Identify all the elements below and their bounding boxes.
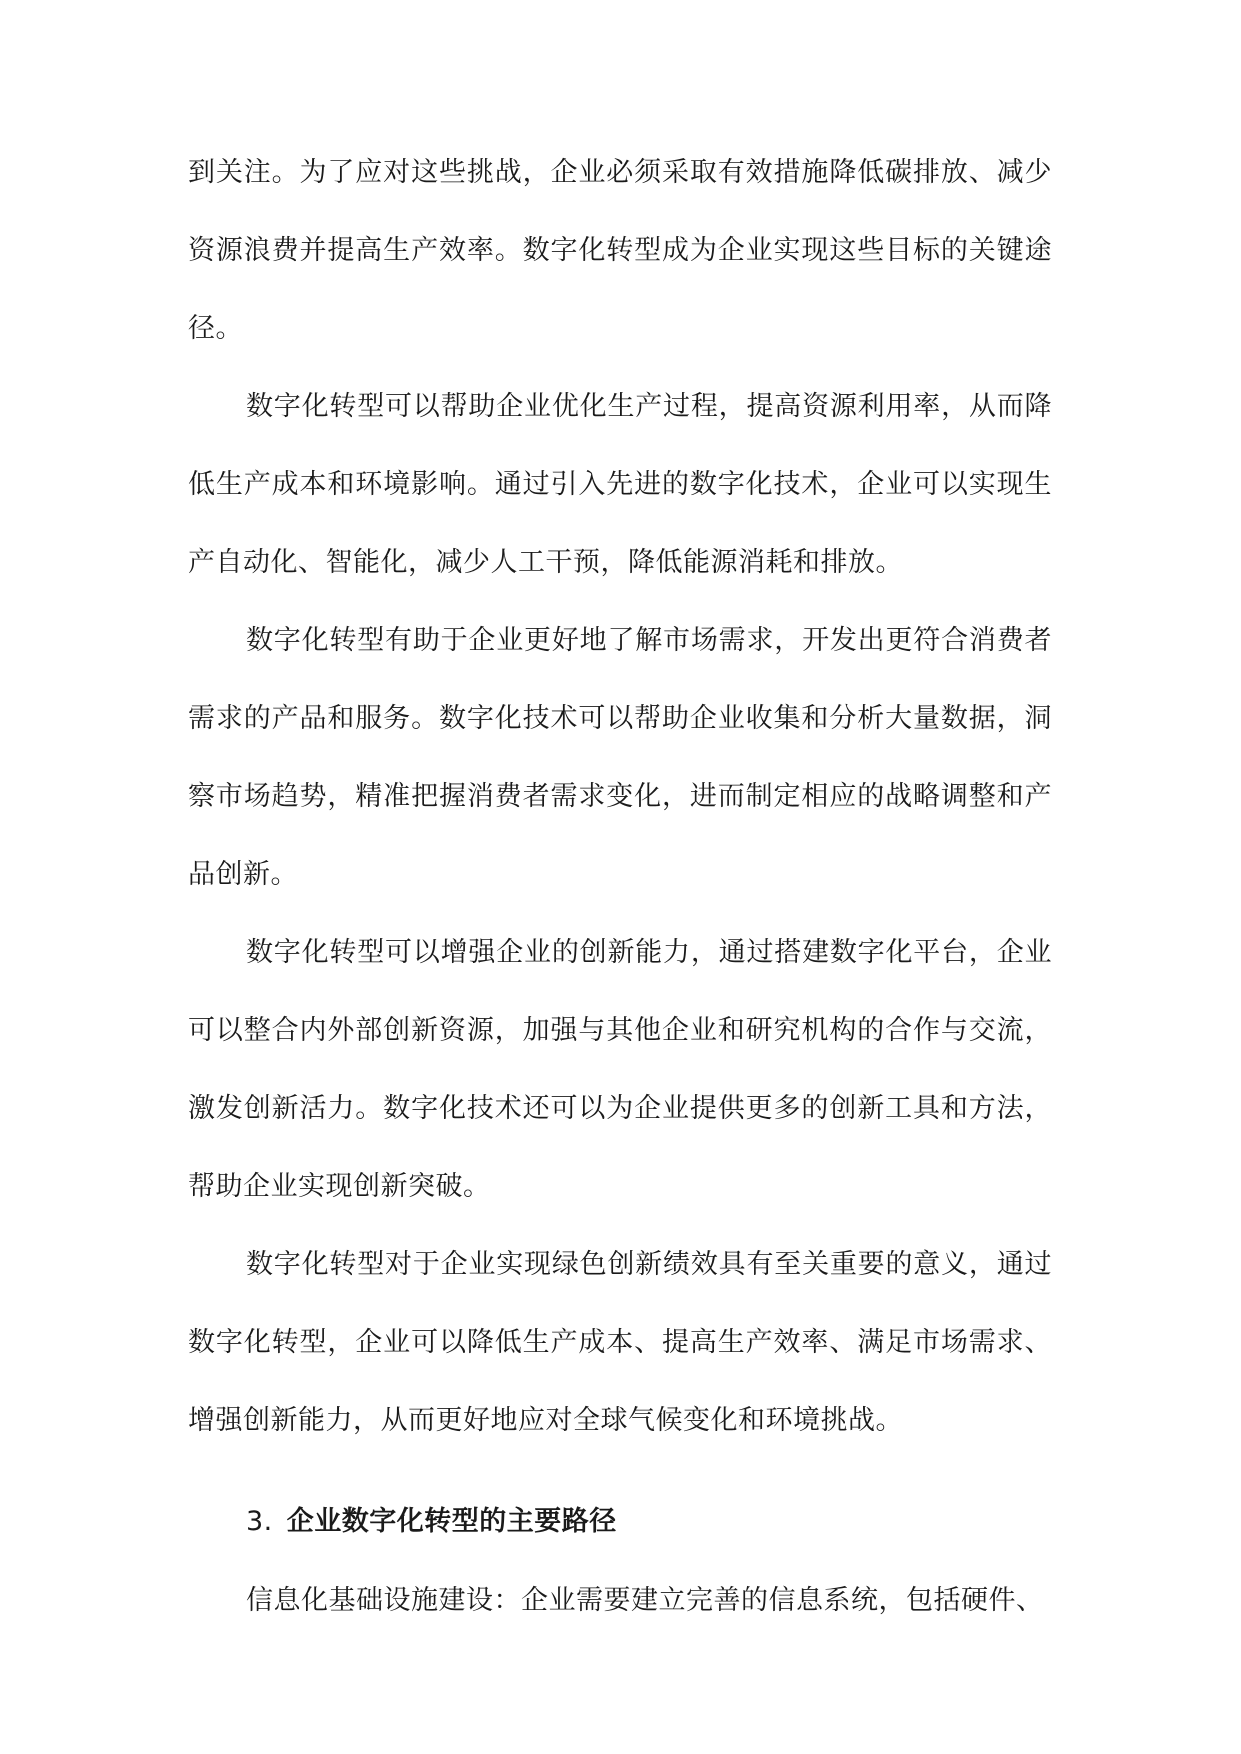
section-title: 企业数字化转型的主要路径 bbox=[286, 1506, 617, 1537]
section-heading bbox=[188, 1482, 1052, 1562]
paragraph-innovation-capability: 数字化转型可以增强企业的创新能力，通过搭建数字化平台，企业可以整合内外部创新资源，加强与其他企业和研究机构的合作与交流，激发创新活力。数字化技术还可以为企业提供更多的创新工具和方法，帮助企业实现创新突破。 bbox=[188, 937, 1052, 1202]
paragraph-infrastructure: 信息化基础设施建设：企业需要建立完善的信息系统，包括硬件、 bbox=[246, 1585, 1044, 1616]
document-body bbox=[188, 134, 1052, 1640]
paragraph-market-demand: 数字化转型有助于企业更好地了解市场需求，开发出更符合消费者需求的产品和服务。数字化技术可以帮助企业收集和分析大量数据，洞察市场趋势，精准把握消费者需求变化，进而制定相应的战略调整和产品创新。 bbox=[188, 625, 1052, 890]
paragraph-continued: 到关注。为了应对这些挑战，企业必须采取有效措施降低碳排放、减少资源浪费并提高生产效率。数字化转型成为企业实现这些目标的关键途径。 bbox=[188, 157, 1052, 344]
paragraph-production-optimization: 数字化转型可以帮助企业优化生产过程，提高资源利用率，从而降低生产成本和环境影响。通过引入先进的数字化技术，企业可以实现生产自动化、智能化，减少人工干预，降低能源消耗和排放。 bbox=[188, 391, 1052, 578]
section-number: 3. bbox=[246, 1506, 273, 1537]
paragraph-significance: 数字化转型对于企业实现绿色创新绩效具有至关重要的意义，通过数字化转型，企业可以降低生产成本、提高生产效率、满足市场需求、增强创新能力，从而更好地应对全球气候变化和环境挑战。 bbox=[188, 1249, 1052, 1436]
